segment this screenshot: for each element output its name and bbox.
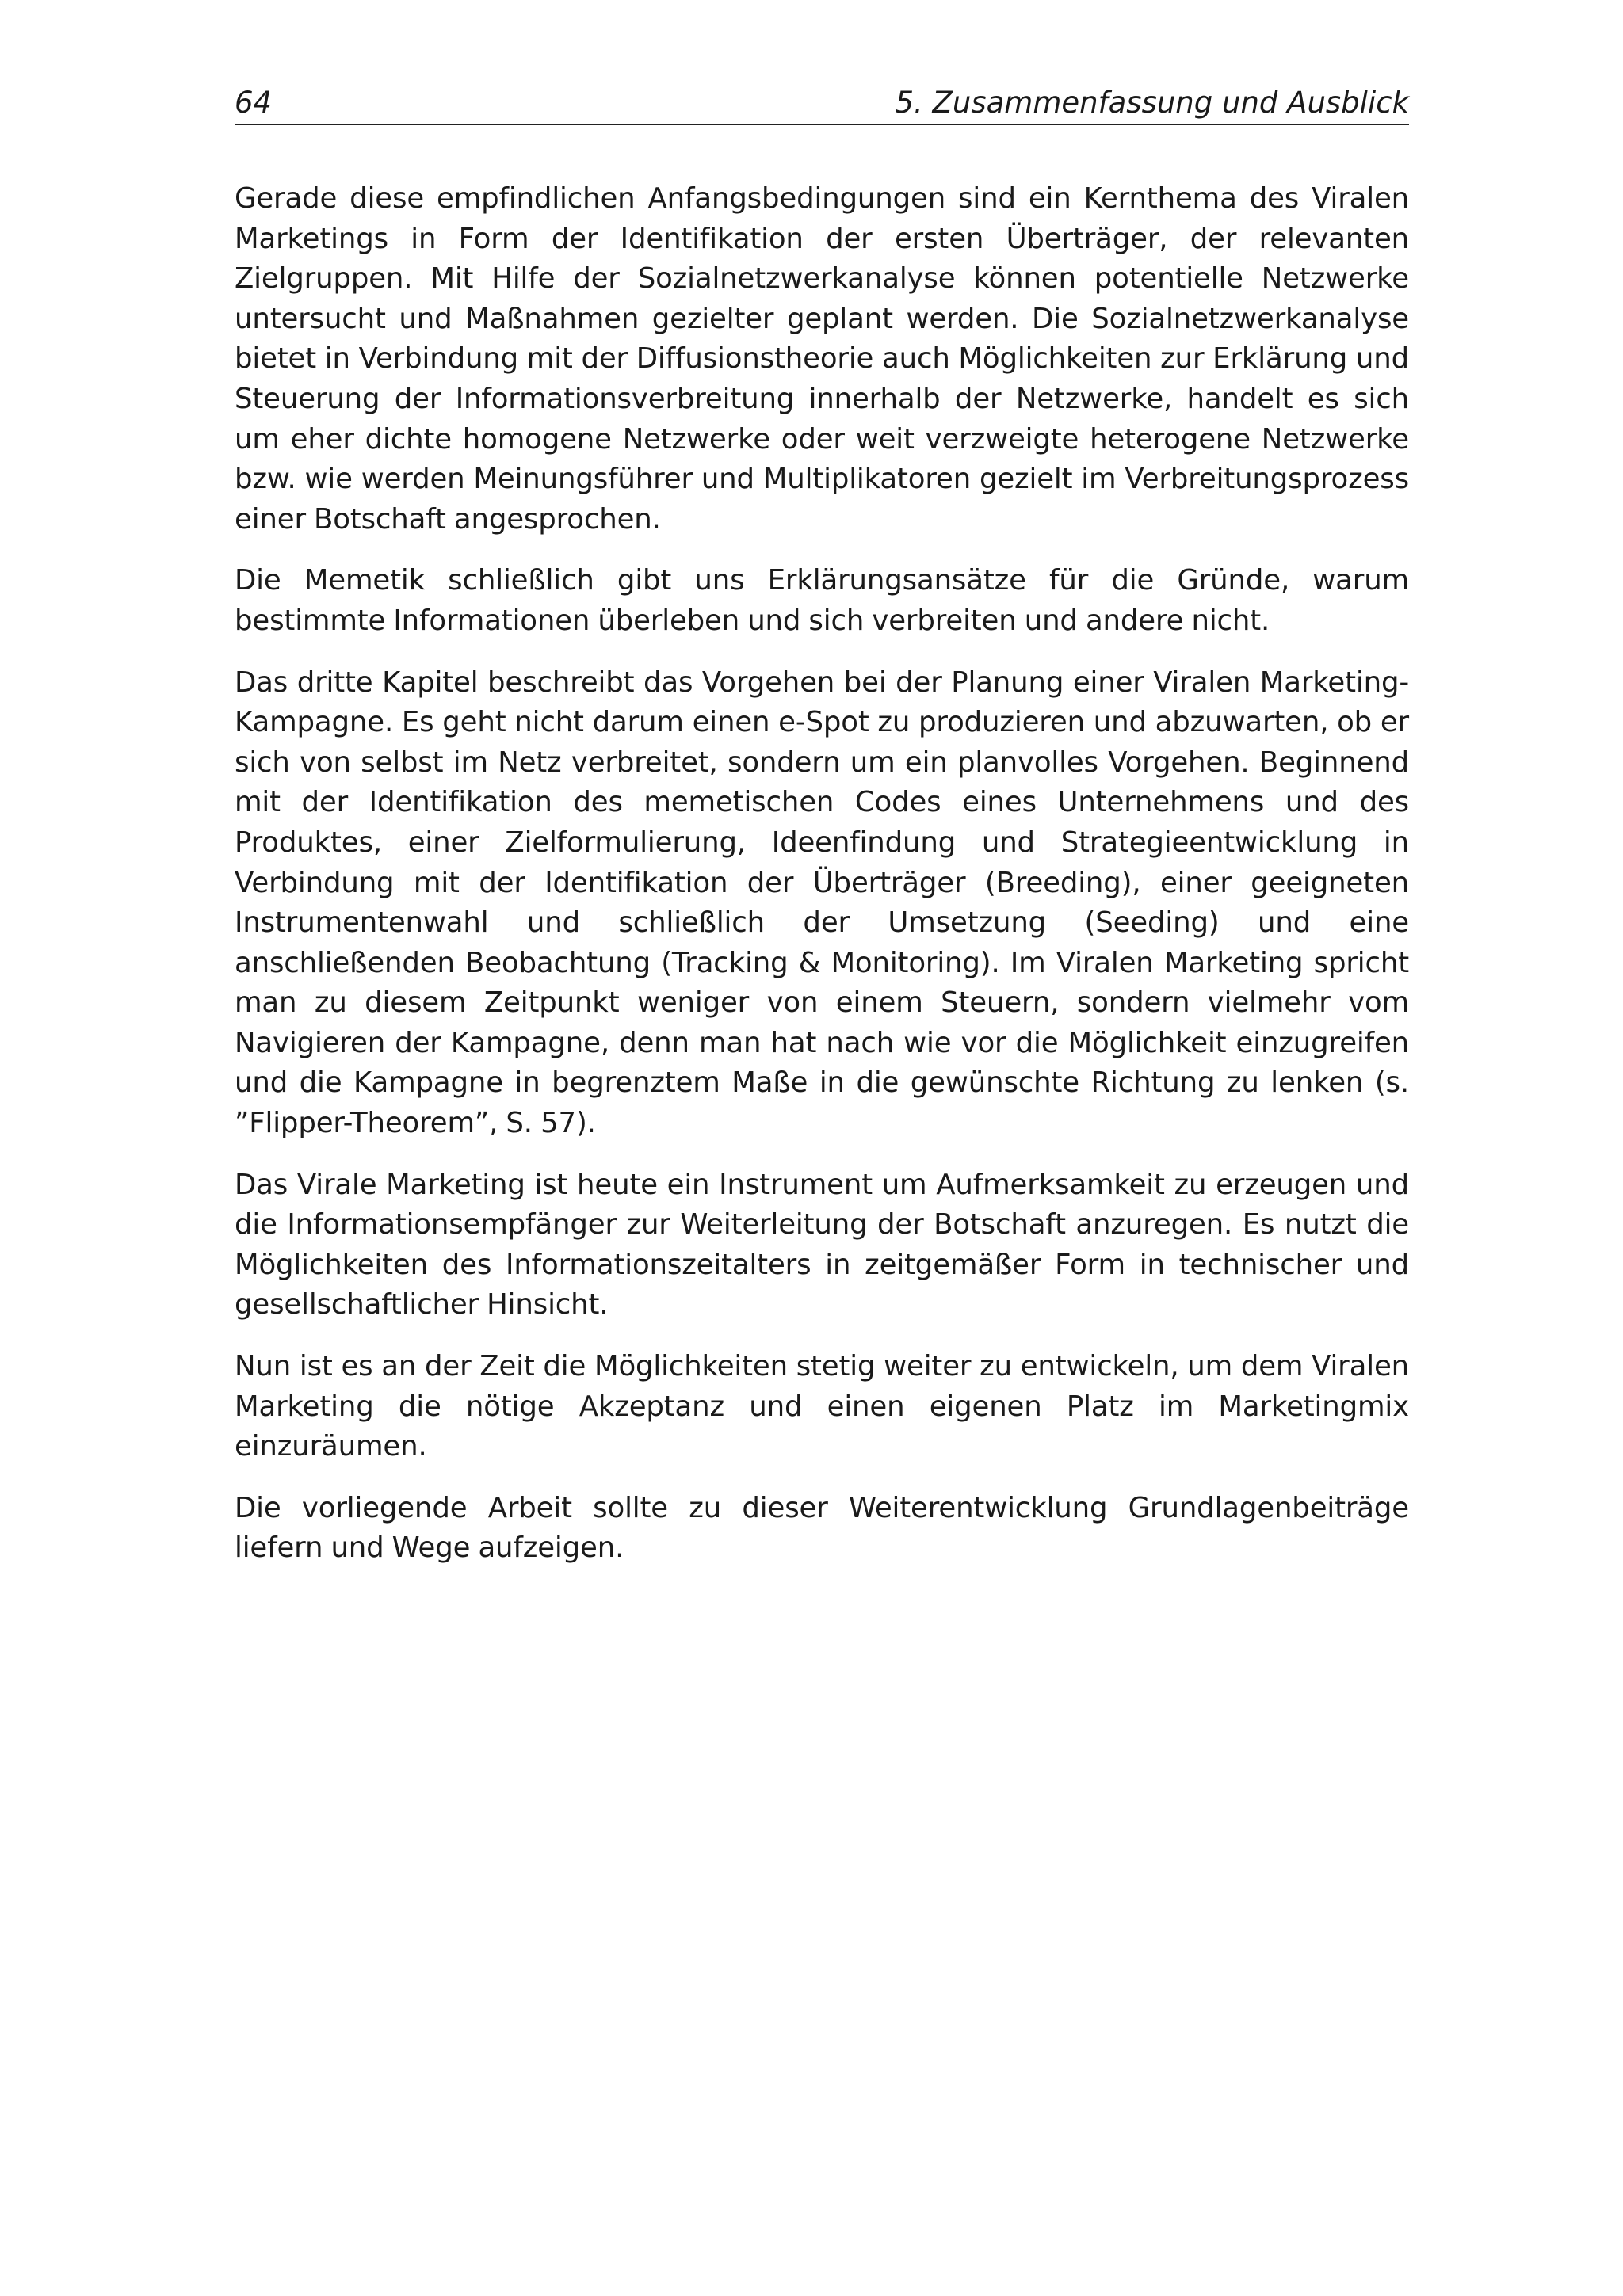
paragraph-memetics: Die Memetik schließlich gibt uns Erklärungsansätze für die Gründe, warum bestimmte Informationen überleben und sich verbreiten und andere nicht.	[235, 564, 1409, 637]
paragraph-conditions: Gerade diese empfindlichen Anfangsbedingungen sind ein Kernthema des Viralen Marketings in Form der Identifikation der ersten Überträger, der relevanten Zielgruppen. Mit Hilfe der Sozialnetzwerkanalyse können potentielle Netzwerke untersucht und Maßnahmen gezielter geplant werden. Die Sozialnetzwerkanalyse bietet in Verbindung mit der Diffusionstheorie auch Möglichkeiten zur Erklärung und Steuerung der Informationsverbreitung innerhalb der Netzwerke, handelt es sich um eher dichte homogene Netzwerke oder weit verzweigte heterogene Netzwerke bzw. wie werden Meinungsführer und Multiplikatoren gezielt im Verbreitungsprozess einer Botschaft angesprochen.	[235, 182, 1409, 536]
paragraph-viral-marketing-today: Das Virale Marketing ist heute ein Instrument um Aufmerksamkeit zu erzeugen und die Informationsempfänger zur Weiterleitung der Botschaft anzuregen. Es nutzt die Möglichkeiten des Informationszeitalters in zeitgemäßer Form in technischer und gesellschaftlicher Hinsicht.	[235, 1168, 1409, 1322]
chapter-title: 5. Zusammenfassung und Ausblick	[895, 86, 1409, 120]
page-number: 64	[235, 86, 273, 120]
paragraph-outlook: Nun ist es an der Zeit die Möglichkeiten stetig weiter zu entwickeln, um dem Viralen Marketing die nötige Akzeptanz und einen eigenen Platz im Marketingmix einzuräumen.	[235, 1350, 1409, 1463]
paragraph-chapter-three: Das dritte Kapitel beschreibt das Vorgehen bei der Planung einer Viralen Marketing-Kampagne. Es geht nicht darum einen e-Spot zu produzieren und abzuwarten, ob er sich von selbst im Netz verbreitet, sondern um ein planvolles Vorgehen. Beginnend mit der Identifikation des memetischen Codes eines Unternehmens und des Produktes, einer Zielformulierung, Ideenfindung und Strategieentwicklung in Verbindung mit der Identifikation der Überträger (Breeding), einer geeigneten Instrumentenwahl und schließlich der Umsetzung (Seeding) und eine anschließenden Beobachtung (Tracking & Monitoring). Im Viralen Marketing spricht man zu diesem Zeitpunkt weniger von einem Steuern, sondern vielmehr vom Navigieren der Kampagne, denn man hat nach wie vor die Möglichkeit einzugreifen und die Kampagne in begrenztem Maße in die gewünschte Richtung zu lenken (s. ”Flipper-Theorem”, S. 57).	[235, 666, 1409, 1140]
body-text	[235, 179, 1409, 1590]
running-header	[235, 82, 1409, 125]
paragraph-conclusion: Die vorliegende Arbeit sollte zu dieser Weiterentwicklung Grundlagenbeiträge liefern und Wege aufzeigen.	[235, 1491, 1409, 1565]
